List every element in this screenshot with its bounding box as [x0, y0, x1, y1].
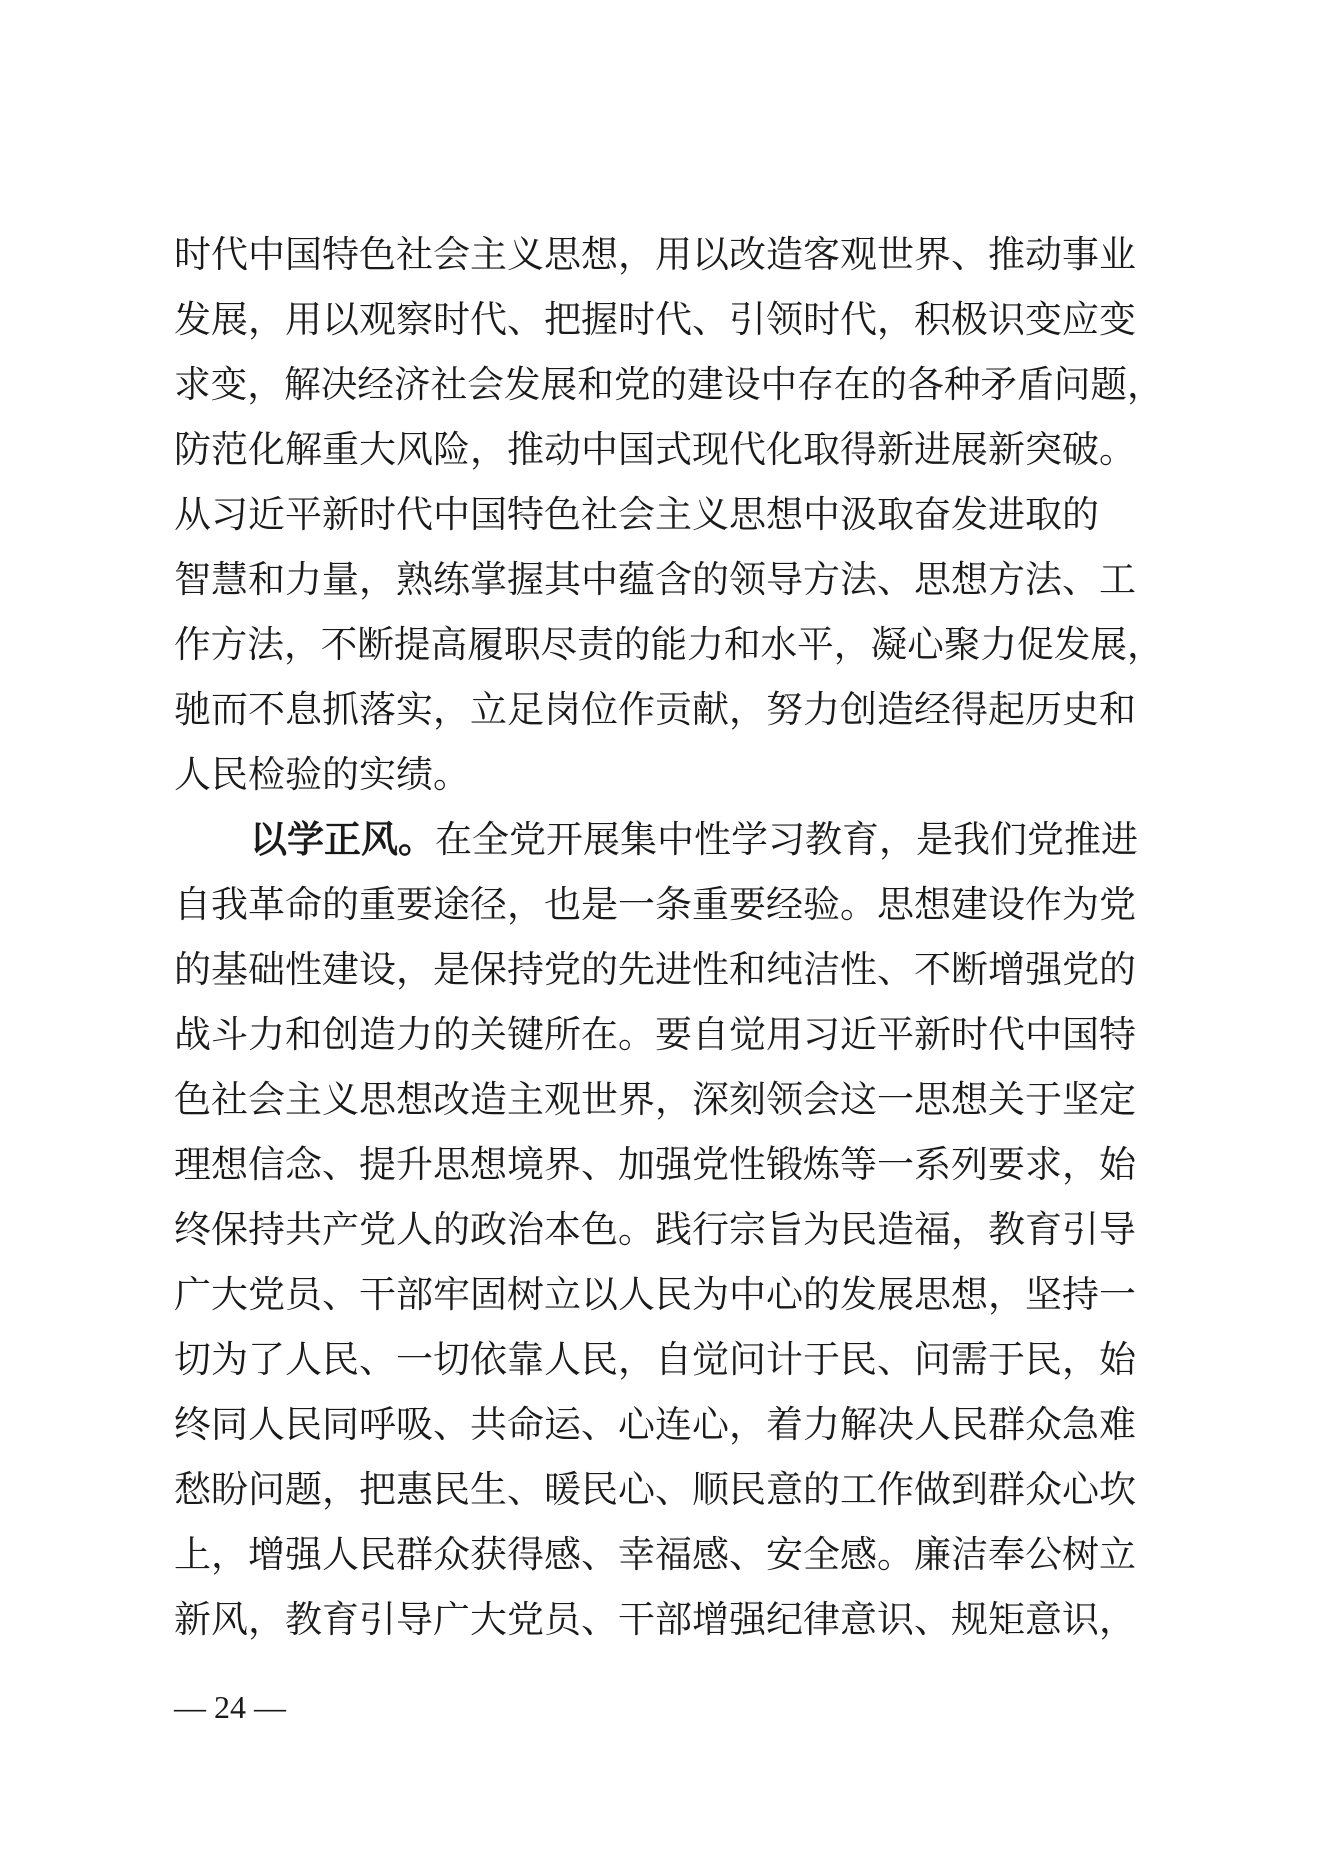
text-line: 的基础性建设，是保持党的先进性和纯洁性、不断增强党的	[174, 948, 1136, 991]
text-line: 时代中国特色社会主义思想，用以改造客观世界、推动事业	[174, 233, 1136, 276]
text-line: 防范化解重大风险，推动中国式现代化取得新进展新突破。	[174, 428, 1136, 471]
text-line: 上，增强人民群众获得感、幸福感、安全感。廉洁奉公树立	[174, 1533, 1136, 1576]
text-line: 愁盼问题，把惠民生、暖民心、顺民意的工作做到群众心坎	[174, 1468, 1136, 1511]
text-line: 驰而不息抓落实，立足岗位作贡献，努力创造经得起历史和	[174, 688, 1136, 731]
page-number: — 24 —	[174, 1689, 286, 1725]
text-line: 广大党员、干部牢固树立以人民为中心的发展思想，坚持一	[174, 1273, 1136, 1316]
paragraph-first-line	[174, 807, 1164, 872]
text-line: 从习近平新时代中国特色社会主义思想中汲取奋发进取的	[174, 493, 1099, 536]
text-line: 切为了人民、一切依靠人民，自觉问计于民、问需于民，始	[174, 1338, 1136, 1381]
text-line: 智慧和力量，熟练掌握其中蕴含的领导方法、思想方法、工	[174, 558, 1136, 601]
body-text	[174, 222, 1164, 1652]
paragraph-first-line-text: 在全党开展集中性学习教育，是我们党推进	[435, 818, 1138, 861]
text-line: 新风，教育引导广大党员、干部增强纪律意识、规矩意识，	[174, 1598, 1136, 1641]
text-line: 发展，用以观察时代、把握时代、引领时代，积极识变应变	[174, 298, 1136, 341]
text-line: 战斗力和创造力的关键所在。要自觉用习近平新时代中国特	[174, 1013, 1136, 1056]
text-line: 作方法，不断提高履职尽责的能力和水平，凝心聚力促发展，	[174, 623, 1164, 666]
paragraph-heading: 以学正风。	[250, 817, 435, 861]
text-line: 理想信念、提升思想境界、加强党性锻炼等一系列要求，始	[174, 1143, 1136, 1186]
text-line: 终同人民同呼吸、共命运、心连心，着力解决人民群众急难	[174, 1403, 1136, 1446]
text-line: 求变，解决经济社会发展和党的建设中存在的各种矛盾问题，	[174, 363, 1164, 406]
text-line: 自我革命的重要途径，也是一条重要经验。思想建设作为党	[174, 883, 1136, 926]
text-line: 人民检验的实绩。	[174, 753, 470, 796]
text-line: 终保持共产党人的政治本色。践行宗旨为民造福，教育引导	[174, 1208, 1136, 1251]
text-line: 色社会主义思想改造主观世界，深刻领会这一思想关于坚定	[174, 1078, 1136, 1121]
